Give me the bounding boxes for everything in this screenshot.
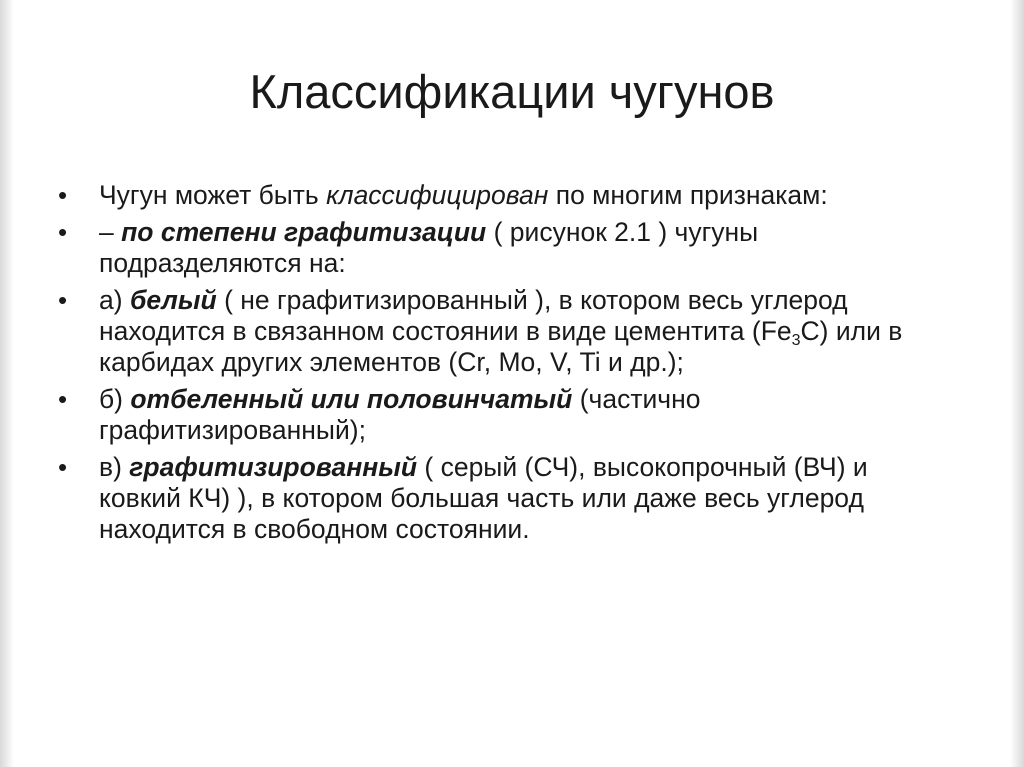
bullet-text: ( не графитизированный ), в котором весь углерод находится в связанном состоянии в виде цементита (Fe <box>99 285 848 346</box>
bullet-item-graphitization <box>0 217 1024 279</box>
bullet-text: в) <box>99 452 130 482</box>
bullet-text: б) <box>99 384 131 414</box>
bullet-emphasis: по степени графитизации <box>121 217 487 247</box>
slide-title: Классификации чугунов <box>249 65 775 118</box>
bullet-item-graphitized-iron <box>0 452 1024 545</box>
bullet-item-intro <box>0 180 1024 211</box>
bullet-text: ( рисунок 2.1 ) чугуны подразделяются на: <box>99 217 759 278</box>
bullet-text: – <box>99 217 122 247</box>
bullet-emphasis: классифицирован <box>326 180 549 210</box>
bullet-item-white-iron <box>0 285 1024 378</box>
bullet-text: (частично графитизированный); <box>99 384 701 445</box>
bullet-text: C) или в карбидах других элементов (Cr, Mo, V, Ti и др.); <box>99 316 903 377</box>
bullet-text: ( серый (СЧ), высокопрочный (ВЧ) и ковкий КЧ) ), в котором большая часть или даже весь углерод находится в свободном состоянии. <box>99 452 868 544</box>
bullet-text: по многим признакам: <box>548 180 828 210</box>
bullet-item-mottled-iron <box>0 384 1024 446</box>
bullet-text: Чугун может быть <box>99 180 327 210</box>
subscript: 3 <box>791 332 801 349</box>
bullet-text: а) <box>99 285 130 315</box>
bullet-list <box>0 180 1024 551</box>
bullet-emphasis: отбеленный или половинчатый <box>130 384 573 414</box>
bullet-emphasis: графитизированный <box>129 452 418 482</box>
bullet-emphasis: белый <box>129 285 217 315</box>
